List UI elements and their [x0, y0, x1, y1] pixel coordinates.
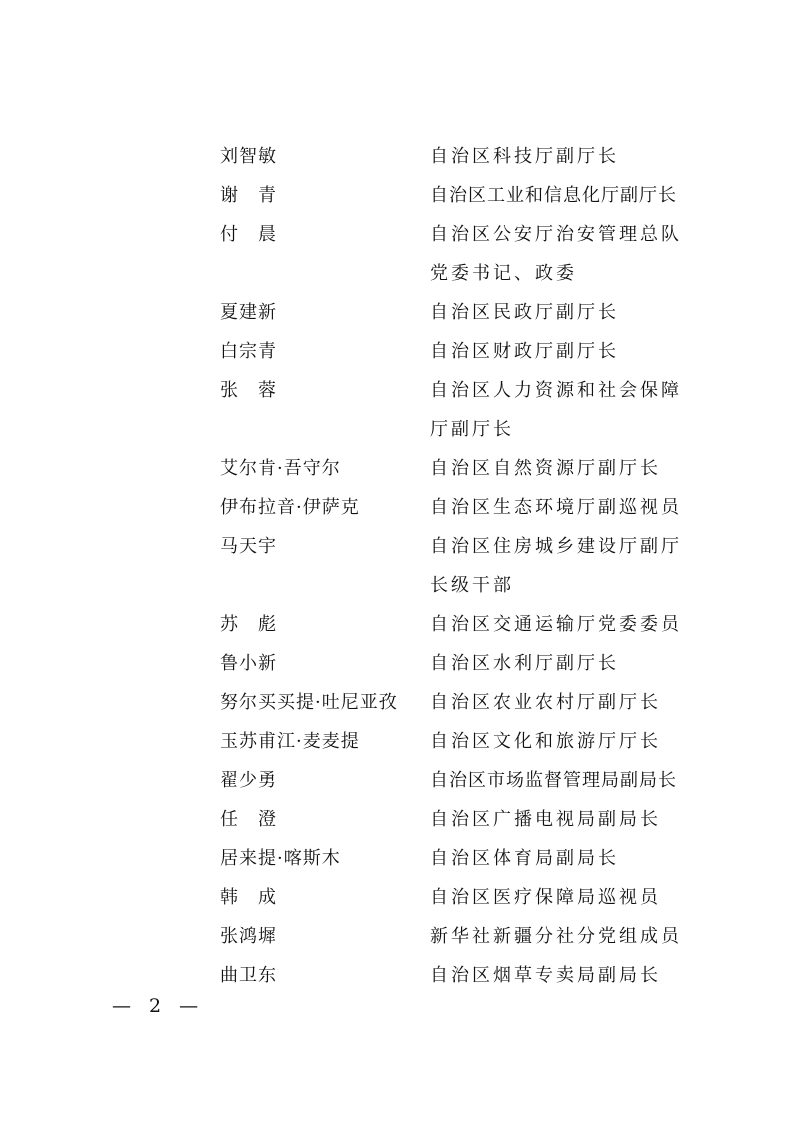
position-title-line: 自治区水利厅副厅长: [430, 653, 619, 674]
list-item: [220, 488, 720, 527]
page-number: — 2 —: [112, 995, 205, 1017]
position-title-line: 自治区科技厅副厅长: [430, 146, 619, 167]
position-title: [430, 722, 692, 761]
list-item: [220, 176, 720, 215]
position-title: [430, 605, 692, 644]
position-title: [430, 878, 692, 917]
list-item: [220, 761, 720, 800]
position-title: [430, 488, 692, 527]
position-title: [430, 956, 692, 995]
list-item: [220, 722, 720, 761]
list-item: [220, 137, 720, 176]
person-name: 张鸿墀: [220, 926, 277, 947]
position-title-line: 新华社新疆分社分党组成员: [430, 926, 682, 947]
position-title-line: 自治区生态环境厅副巡视员: [430, 497, 682, 518]
person-name: 伊布拉音·伊萨克: [220, 497, 360, 518]
position-title: [430, 293, 692, 332]
list-item: [220, 605, 720, 644]
position-title-line: 自治区人力资源和社会保障: [430, 380, 682, 401]
position-title-line: 自治区工业和信息化厅副厅长: [430, 185, 677, 206]
position-title: [430, 527, 692, 605]
position-title-line: 长级干部: [430, 575, 514, 596]
person-name: 谢 青: [220, 185, 277, 206]
position-title: [430, 917, 692, 956]
position-title: [430, 215, 692, 293]
list-item: [220, 371, 720, 449]
position-title-line: 自治区烟草专卖局副局长: [430, 965, 661, 986]
person-name: 马天宇: [220, 536, 277, 557]
person-name: 鲁小新: [220, 653, 277, 674]
position-title: [430, 644, 692, 683]
position-title: [430, 839, 692, 878]
position-title-line: 自治区文化和旅游厅厅长: [430, 731, 661, 752]
list-item: [220, 683, 720, 722]
position-title-line: 自治区广播电视局副局长: [430, 809, 661, 830]
person-name: 艾尔肯·吾守尔: [220, 458, 341, 479]
person-name: 居来提·喀斯木: [220, 848, 341, 869]
person-name: 努尔买买提·吐尼亚孜: [220, 692, 398, 713]
position-title: [430, 761, 692, 800]
person-name: 韩 成: [220, 887, 277, 908]
list-item: [220, 332, 720, 371]
list-item: [220, 917, 720, 956]
person-name: 翟少勇: [220, 770, 277, 791]
position-title-line: 自治区体育局副局长: [430, 848, 619, 869]
position-title-line: 自治区财政厅副厅长: [430, 341, 619, 362]
position-title-line: 党委书记、政委: [430, 263, 577, 284]
position-title-line: 自治区民政厅副厅长: [430, 302, 619, 323]
position-title: [430, 800, 692, 839]
personnel-list: [220, 137, 720, 995]
list-item: [220, 215, 720, 293]
position-title-line: 自治区农业农村厅副厅长: [430, 692, 661, 713]
person-name: 张 蓉: [220, 380, 277, 401]
person-name: 刘智敏: [220, 146, 277, 167]
list-item: [220, 878, 720, 917]
person-name: 白宗青: [220, 341, 277, 362]
person-name: 苏 彪: [220, 614, 277, 635]
position-title-line: 自治区住房城乡建设厅副厅: [430, 536, 682, 557]
position-title: [430, 449, 692, 488]
position-title-line: 自治区市场监督管理局副局长: [430, 770, 677, 791]
person-name: 夏建新: [220, 302, 277, 323]
list-item: [220, 800, 720, 839]
list-item: [220, 527, 720, 605]
position-title: [430, 683, 692, 722]
list-item: [220, 644, 720, 683]
person-name: 任 澄: [220, 809, 277, 830]
position-title-line: 厅副厅长: [430, 419, 514, 440]
list-item: [220, 293, 720, 332]
person-name: 曲卫东: [220, 965, 277, 986]
position-title: [430, 332, 692, 371]
person-name: 玉苏甫江·麦麦提: [220, 731, 360, 752]
list-item: [220, 956, 720, 995]
person-name: 付 晨: [220, 224, 277, 245]
position-title-line: 自治区交通运输厅党委委员: [430, 614, 682, 635]
position-title-line: 自治区医疗保障局巡视员: [430, 887, 661, 908]
list-item: [220, 839, 720, 878]
position-title: [430, 371, 692, 449]
position-title-line: 自治区自然资源厅副厅长: [430, 458, 661, 479]
position-title-line: 自治区公安厅治安管理总队: [430, 224, 682, 245]
position-title: [430, 137, 692, 176]
position-title: [430, 176, 692, 215]
list-item: [220, 449, 720, 488]
